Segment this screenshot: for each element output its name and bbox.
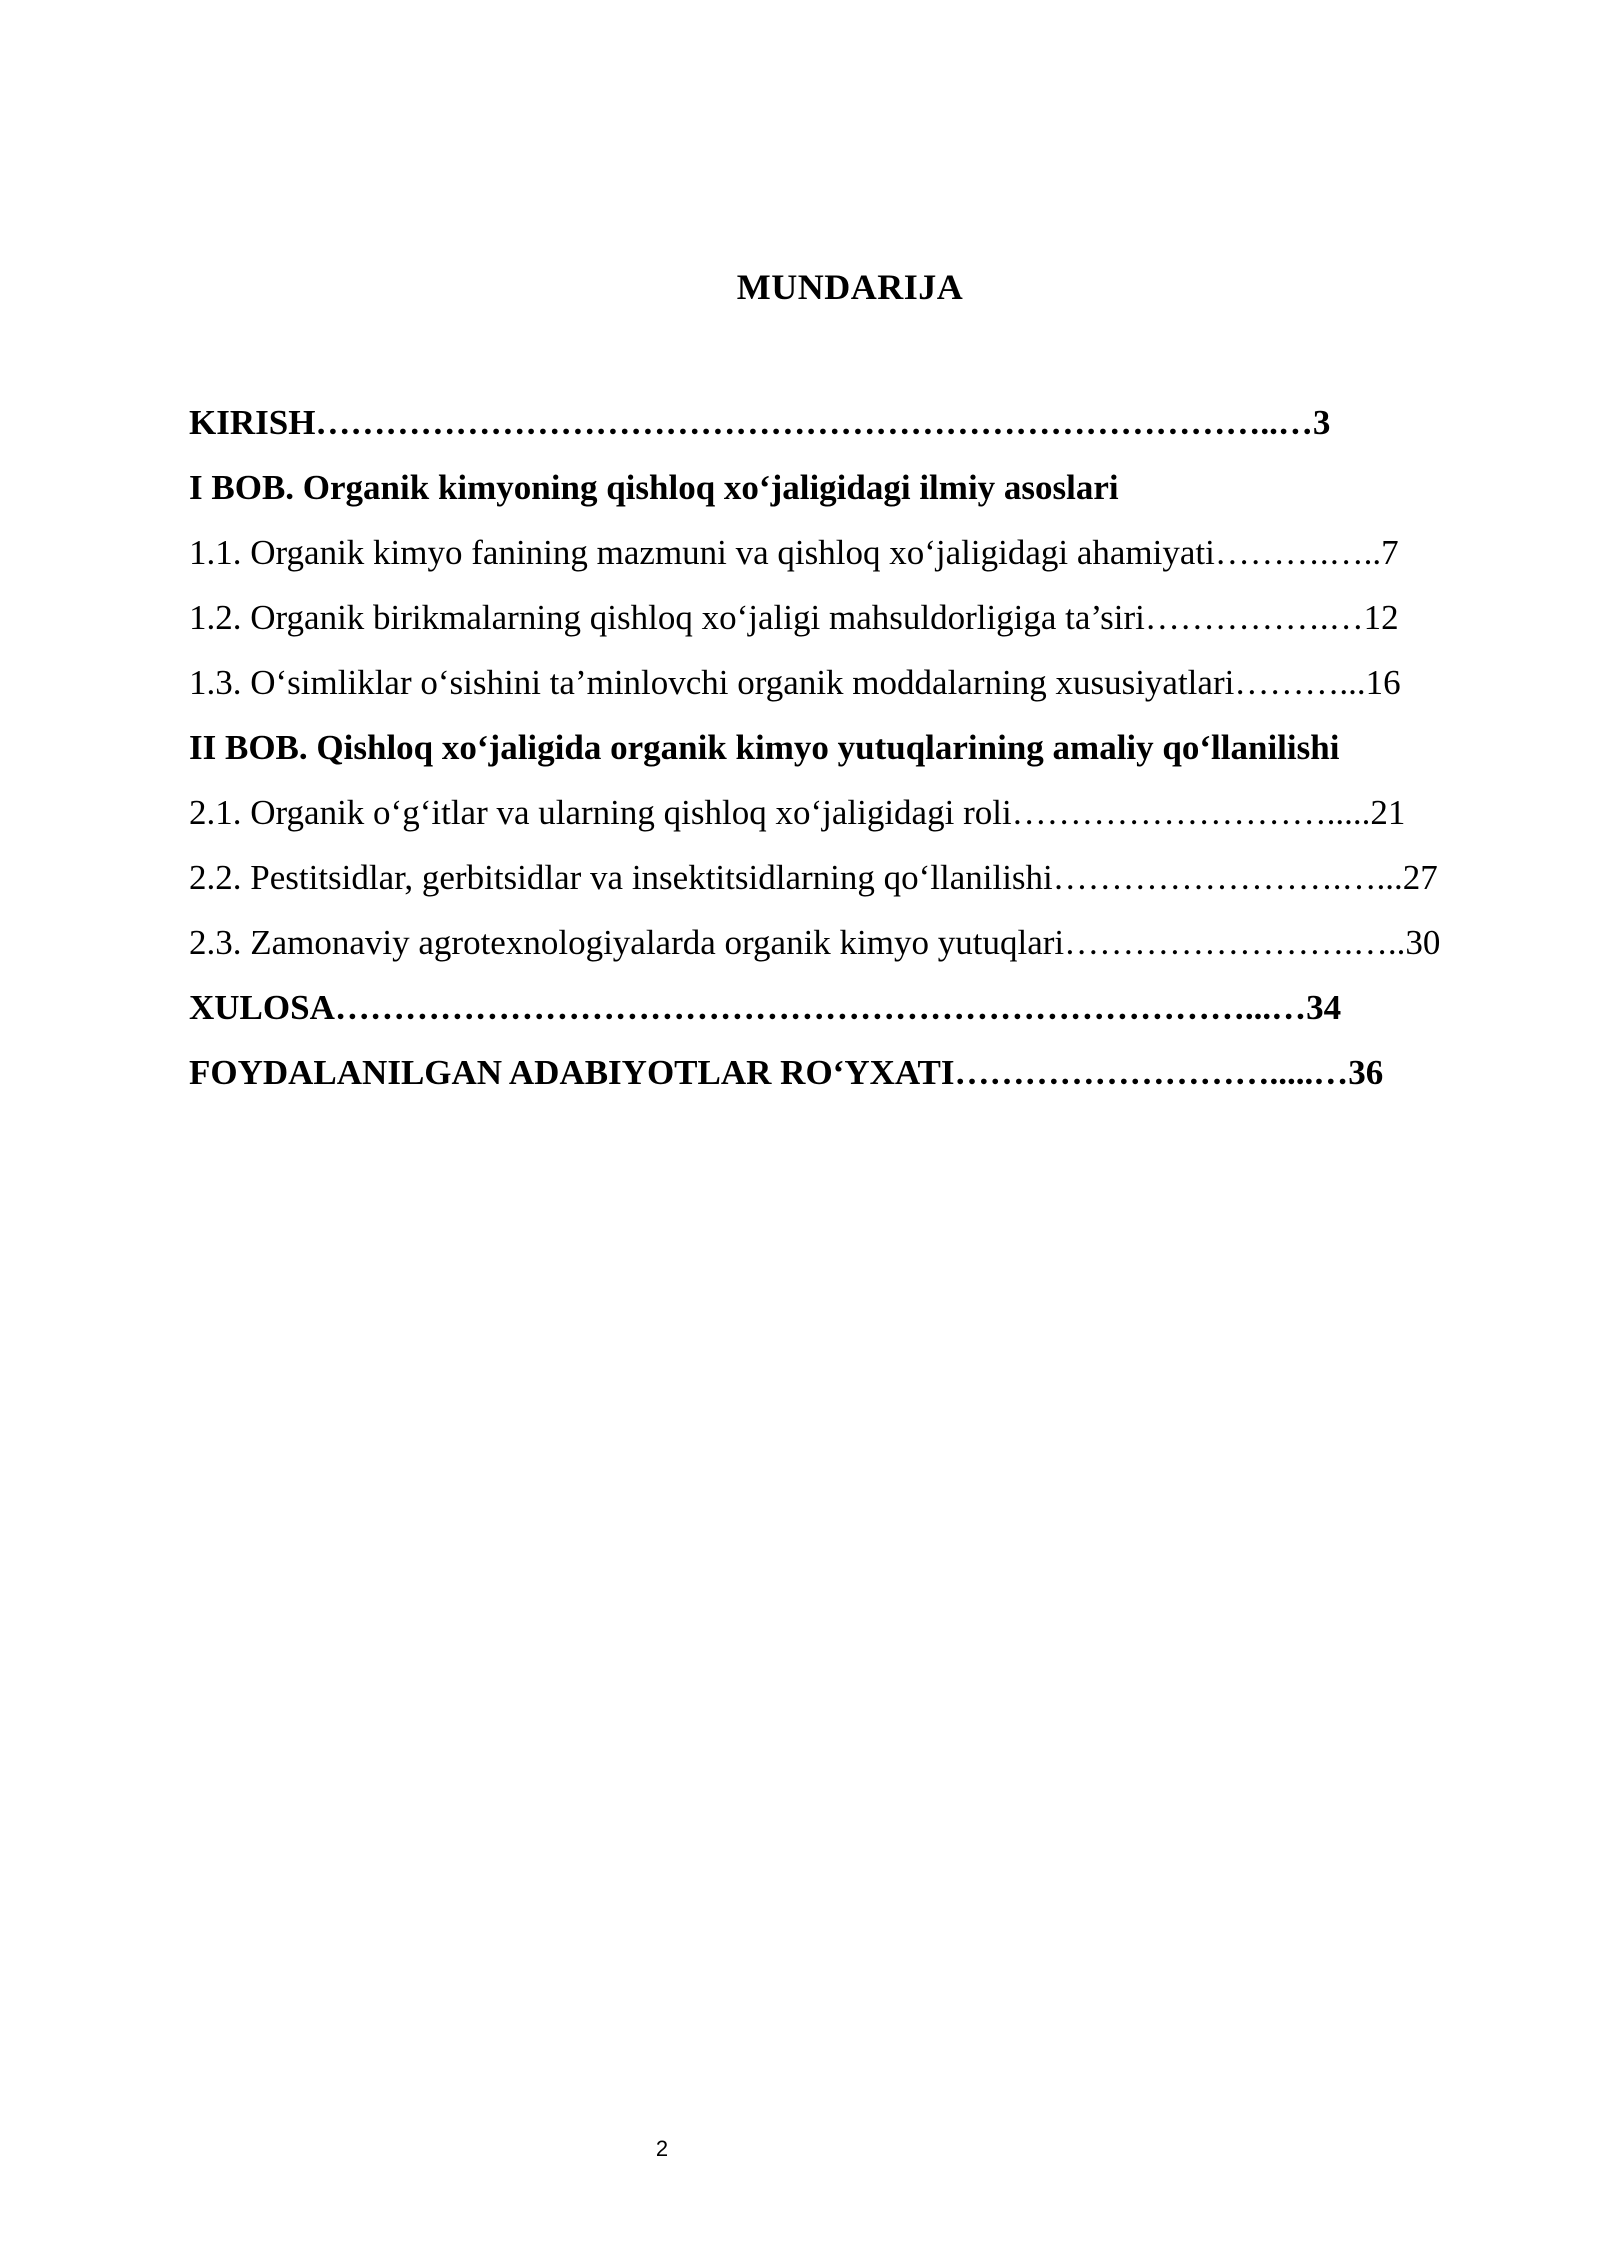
toc-entry-xulosa: XULOSA……………………………………………………………………...…34 [189, 988, 1342, 1027]
toc-entry-2-1: 2.1. Organik o‘g‘itlar va ularning qishloq xo‘jaligidagi roli……………………….....21 [189, 793, 1406, 832]
table-of-contents [189, 398, 1509, 1113]
toc-chapter-1-heading: I BOB. Organik kimyoning qishloq xo‘jaligidagi ilmiy asoslari [189, 468, 1119, 507]
toc-entry-1-3: 1.3. O‘simliklar o‘sishini ta’minlovchi organik moddalarning xususiyatlari………...16 [189, 663, 1401, 702]
toc-entry-2-2: 2.2. Pestitsidlar, gerbitsidlar va insektitsidlarning qo‘llanilishi…………………….…...27 [189, 858, 1438, 897]
toc-entry-1-2: 1.2. Organik birikmalarning qishloq xo‘jaligi mahsuldorligiga ta’siri…………….…12 [189, 598, 1399, 637]
toc-entry-2-3: 2.3. Zamonaviy agrotexnologiyalarda organik kimyo yutuqlari…………………….…..30 [189, 923, 1441, 962]
page-number: 2 [655, 2136, 669, 2161]
toc-entry-1-1: 1.1. Organik kimyo fanining mazmuni va qishloq xo‘jaligidagi ahamiyati……….…..7 [189, 533, 1399, 572]
page-title: MUNDARIJA [736, 267, 964, 307]
toc-entry-references: FOYDALANILGAN ADABIYOTLAR RO‘YXATI……………………….....…36 [189, 1053, 1384, 1092]
toc-entry-kirish: KIRISH………………………………………………………………………..…3 [189, 403, 1331, 442]
toc-chapter-2-heading: II BOB. Qishloq xo‘jaligida organik kimyo yutuqlarining amaliy qo‘llanilishi [189, 728, 1340, 767]
